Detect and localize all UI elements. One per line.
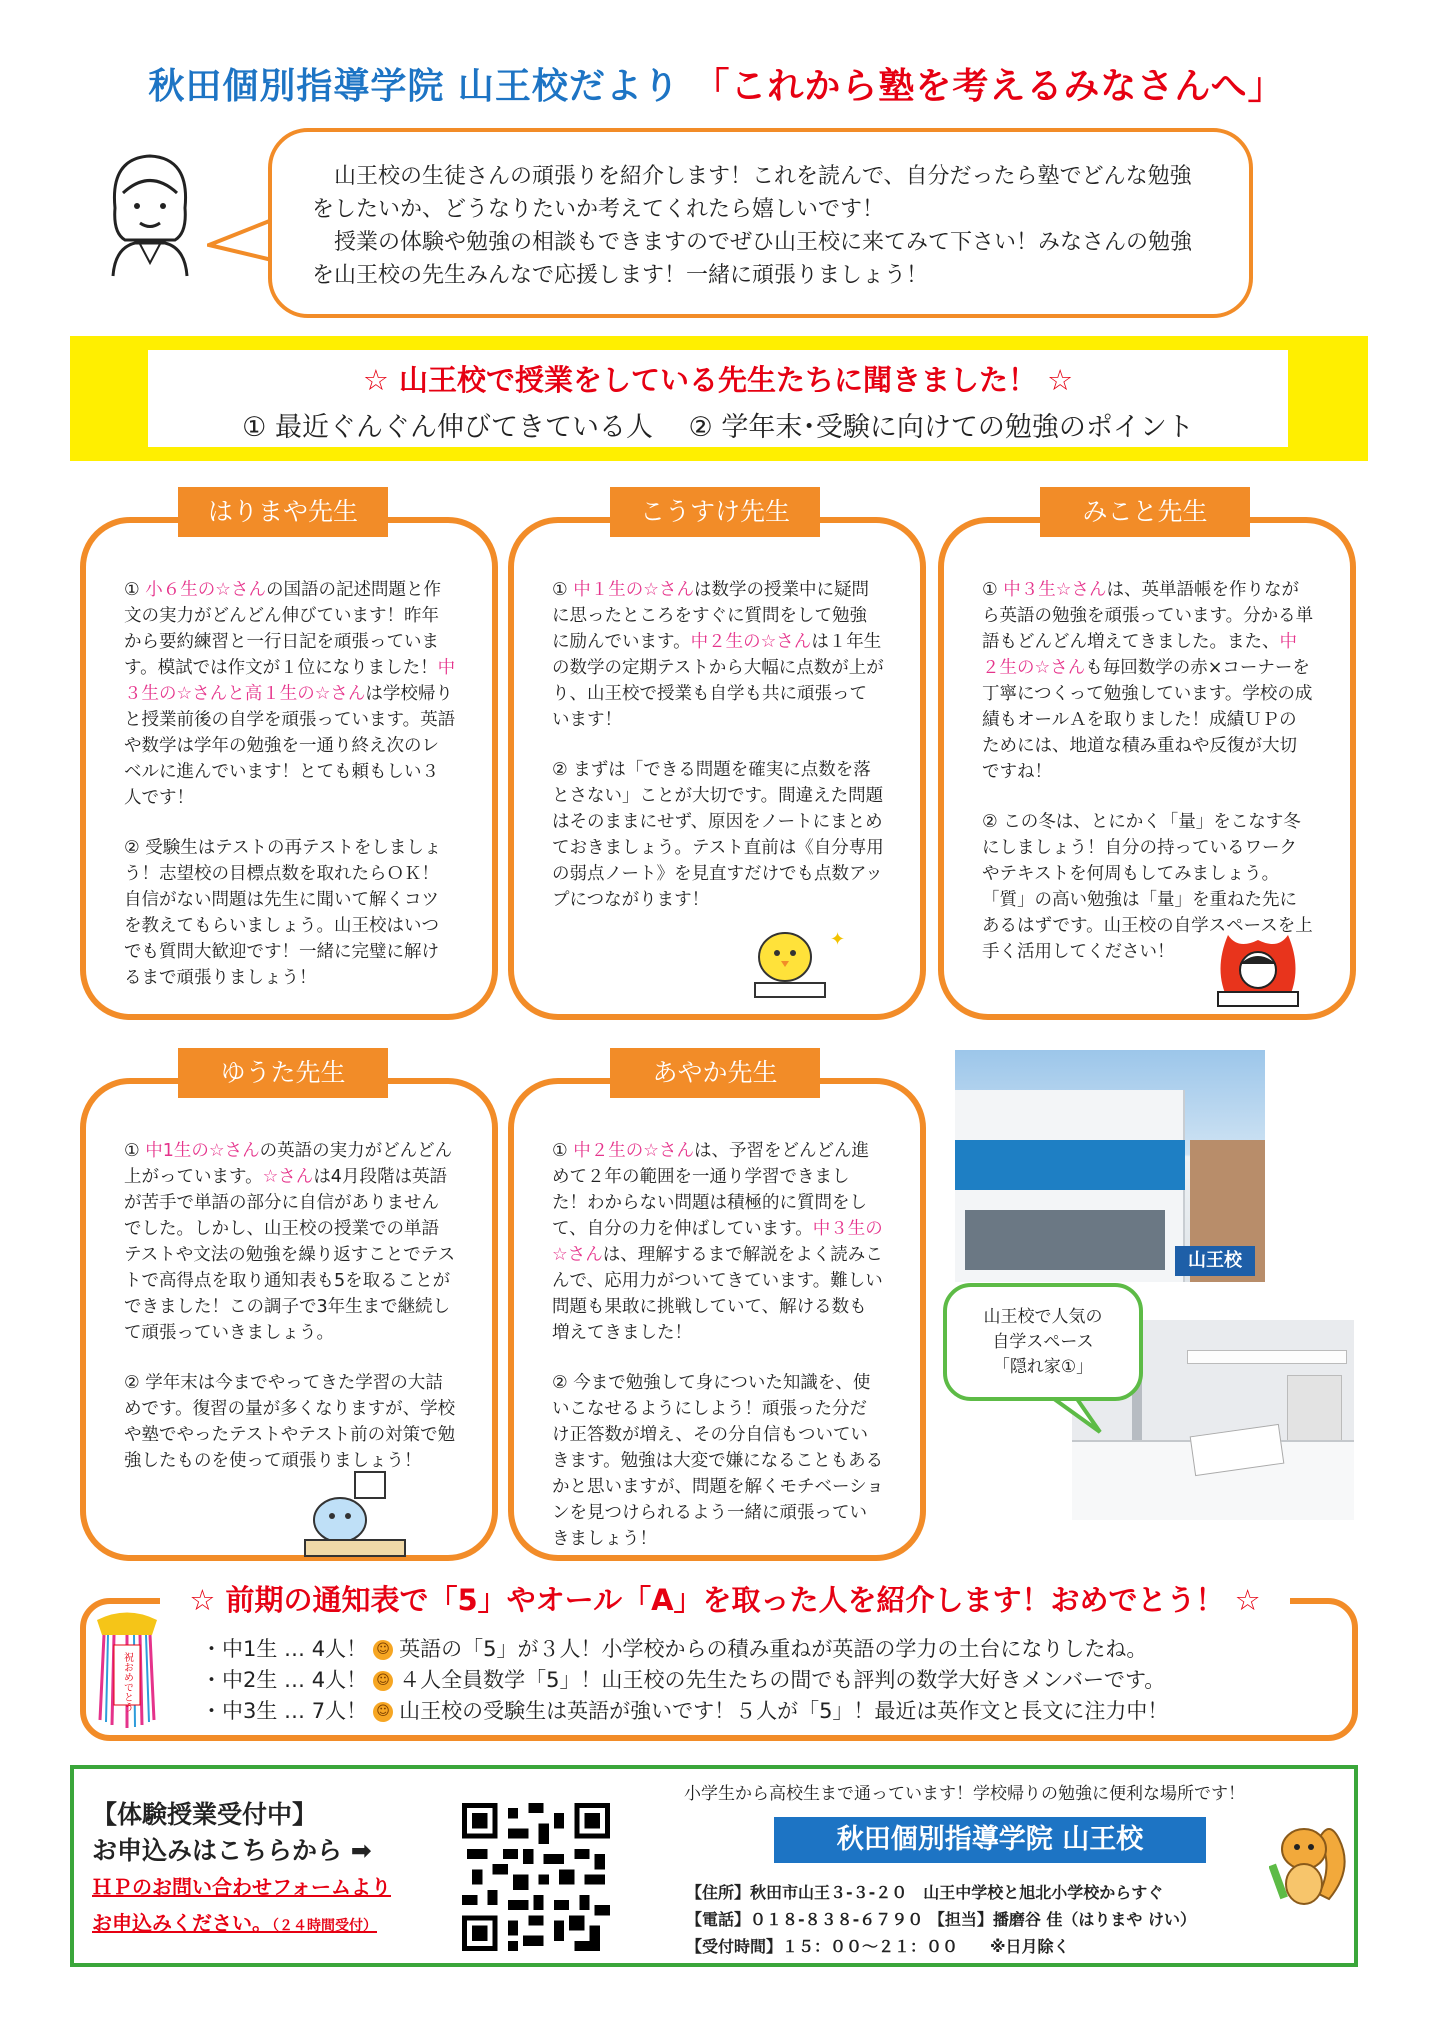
teacher-answer-2: ② まずは「できる問題を確実に点数を落とさない」ことが大切です。間違えた問題はそのままにせず、原因をノートにまとめておきましょう。テスト直前は《自分専用の弱点ノート》を見直すだけでも点数アップにつながります！ (552, 760, 884, 910)
building (955, 1090, 1185, 1282)
teacher-name-tag: こうすけ先生 (610, 487, 820, 537)
footer-address: 【住所】秋田市山王３-３-２０ 山王中学校と旭北小学校からすぐ (686, 1883, 1164, 1902)
smile-icon: ☺ (373, 1671, 393, 1691)
teacher-answer-1: ① 中３生☆さんは、英単語帳を作りながら英語の勉強を頑張っています。分かる単語もどんどん増えてきました。また、中２生の☆さんも毎回数学の赤×コーナーを丁寧につくって勉強しています。学校の成績もオールＡを取りました！成績ＵＰのためには、地道な積み重ねや反復が大切ですね！ (982, 580, 1314, 782)
qr-code-icon[interactable] (462, 1803, 610, 1951)
list-item: ・中2生 … 4人！ ☺ ４人全員数学「5」！山王校の先生たちの間でも評判の数学大好きメンバーです。 (201, 1668, 1166, 1692)
list-item: ・中3生 … 7人！ ☺ 山王校の受験生は英語が強いです！５人が「5」！最近は英作文と長文に注力中！ (201, 1699, 1169, 1723)
bubble-line: 「隠れ家①」 (992, 1357, 1094, 1377)
shelf (1287, 1375, 1342, 1450)
building-photo (955, 1050, 1265, 1282)
page-title (0, 58, 1433, 109)
apply-text: お申込みはこちらから ➡ (92, 1836, 372, 1865)
building-window (965, 1210, 1165, 1270)
question-subtitle: ① 最近ぐんぐん伸びてきている人 ② 学年末･受験に向けての勉強のポイント (242, 412, 1194, 443)
teacher-card-ayaka (508, 1078, 926, 1561)
teacher-answer-1: ① 小６生の☆さんの国語の記述問題と作文の実力がどんどん伸びています！昨年から要約練習と一行日記を頑張っています。模試では作文が１位になりました！中３生の☆さんと高１生の☆さんは学校帰りと授業前後の自学を頑張っています。英語や数学は学年の勉強を一通り終え次のレベルに進んでいます！とても頼もしい３人です！ (124, 580, 456, 808)
trial-section (92, 1797, 391, 1944)
footer-phone: 【電話】０１８-８３８-６７９０ 【担当】播磨谷 佳（はりまや けい） (686, 1910, 1196, 1929)
svg-text:✦: ✦ (830, 929, 845, 950)
teacher-card-kousuke (508, 517, 926, 1020)
smile-icon: ☺ (373, 1702, 393, 1722)
teacher-card-harimaya (80, 517, 498, 1020)
building-sign-band (955, 1140, 1185, 1190)
teacher-answer-2: ② 受験生はテストの再テストをしましょう！志望校の目標点数を取れたらＯＫ！自信がない問題は先生に聞いて解くコツを教えてもらいましょう。山王校はいつでも質問大歓迎です！一緒に完璧に解けるまで頑張りましょう！ (124, 838, 442, 988)
teacher-answer-1: ① 中２生の☆さんは、予習をどんどん進めて２年の範囲を一通り学習できました！わからない問題は積極的に質問をして、自分の力を伸ばしています。中３生の☆さんは、理解するまで解説をよく読みこんで、応用力がついてきています。難しい問題も果敢に挑戦していて、解ける数も増えてきました！ (552, 1141, 883, 1343)
teacher-answer-1: ① 中1生の☆さんの英語の実力がどんどん上がっています。☆さんは4月段階は英語が苦手で単語の部分に自信がありませんでした。しかし、山王校の授業での単語テストや文法の勉強を繰り返すことでテストで高得点を取り通知表も5を取ることができました！この調子で3年生まで継続して頑張っていきましょう。 (124, 1141, 456, 1343)
chick-studying-icon (745, 925, 845, 1005)
apply-link[interactable]: お申込みください。（２４時間受付） (92, 1911, 377, 1935)
building-label: 山王校 (1175, 1246, 1255, 1276)
study-space-bubble (943, 1283, 1143, 1401)
teacher-name-tag: あやか先生 (610, 1048, 820, 1098)
results-list (201, 1634, 1168, 1727)
intro-line1: 山王校の生徒さんの頑張りを紹介します！これを読んで、自分だったら塾でどんな勉強をしたいか、どうなりたいか考えてくれたら嬉しいです！ (312, 164, 1192, 222)
footer-box (70, 1765, 1358, 1967)
bubble-line: 山王校で人気の (983, 1307, 1103, 1327)
teacher-answer-1: ① 中１生の☆さんは数学の授業中に疑問に思ったところをすぐに質問をして勉強に励んでいます。中２生の☆さんは１年生の数学の定期テストから大幅に点数が上がり、山王校で授業も自学も共に頑張っています！ (552, 580, 884, 730)
speech-tail (207, 215, 277, 265)
intro-line2: 授業の体験や勉強の相談もできますのでぜひ山王校に来てみて下さい！みなさんの勉強を山王校の先生みんなで応援します！一緒に頑張りましょう！ (312, 230, 1193, 288)
teacher-answer-2: ② 学年末は今までやってきた学習の大詰めです。復習の量が多くなりますが、学校や塾でやったテストやテスト前の対策で勉強したものを使って頑張りましょう！ (124, 1373, 456, 1471)
question-box (148, 350, 1288, 447)
teacher-answer-2: ② この冬は、とにかく「量」をこなす冬にしましょう！自分の持っているワークやテキストを何周もしてみましょう。「質」の高い勉強は「量」を重ねた先にあるはずです。山王校の自学スペースを上手く活用してください！ (982, 812, 1313, 962)
penguin-studying-icon (300, 1470, 410, 1560)
iwai-kusudama-icon (92, 1610, 162, 1730)
list-item: ・中1生 … 4人！ ☺ 英語の「5」が３人！小学校からの積み重ねが英語の学力の土台になりしたね。 (201, 1637, 1148, 1661)
intro-speech-bubble (268, 128, 1253, 318)
teacher-card-yuuta (80, 1078, 498, 1561)
question-title: ☆ 山王校で授業をしている先生たちに聞きました！ ☆ (362, 363, 1074, 397)
squirrel-mascot-icon (1269, 1809, 1349, 1909)
title-main: 秋田個別指導学院 山王校だより (148, 66, 680, 107)
teacher-answer-2: ② 今まで勉強して身についた知識を、使いこなせるようにしよう！頑張った分だけ正答数が増え、その分自信もついていきます。勉強は大変で嫌になることもあるかと思いますが、問題を解くモチベーションを見つけられるよう一緒に頑張っていきましょう！ (552, 1373, 884, 1549)
footer-info (686, 1879, 1196, 1960)
title-sub: 「これから塾を考えるみなさんへ」 (693, 66, 1285, 107)
hp-form-link[interactable]: ＨＰのお問い合わせフォームより (92, 1875, 391, 1899)
bubble-line: 自学スペース (992, 1332, 1094, 1352)
footer-hours: 【受付時間】１５：００～２１：００ ※日月除く (686, 1937, 1070, 1956)
footer-school-name: 秋田個別指導学院 山王校 (774, 1817, 1206, 1863)
results-title: ☆ 前期の通知表で「5」やオール「A」を取った人を紹介します！おめでとう！ ☆ (160, 1578, 1290, 1622)
girl-studying-fire-icon (1208, 930, 1308, 1010)
desk-lamp (1187, 1350, 1347, 1364)
footer-top-note: 小学生から高校生まで通っています！学校帰りの勉強に便利な場所です！ (684, 1784, 1245, 1804)
svg-text:祝おめでとう: 祝おめでとう (121, 1652, 133, 1712)
teacher-avatar-icon (95, 148, 205, 278)
teacher-name-tag: はりまや先生 (178, 487, 388, 537)
teacher-name-tag: みこと先生 (1040, 487, 1250, 537)
smile-icon: ☺ (373, 1640, 393, 1660)
trial-heading: 【体験授業受付中】 (92, 1800, 318, 1829)
teacher-name-tag: ゆうた先生 (178, 1048, 388, 1098)
